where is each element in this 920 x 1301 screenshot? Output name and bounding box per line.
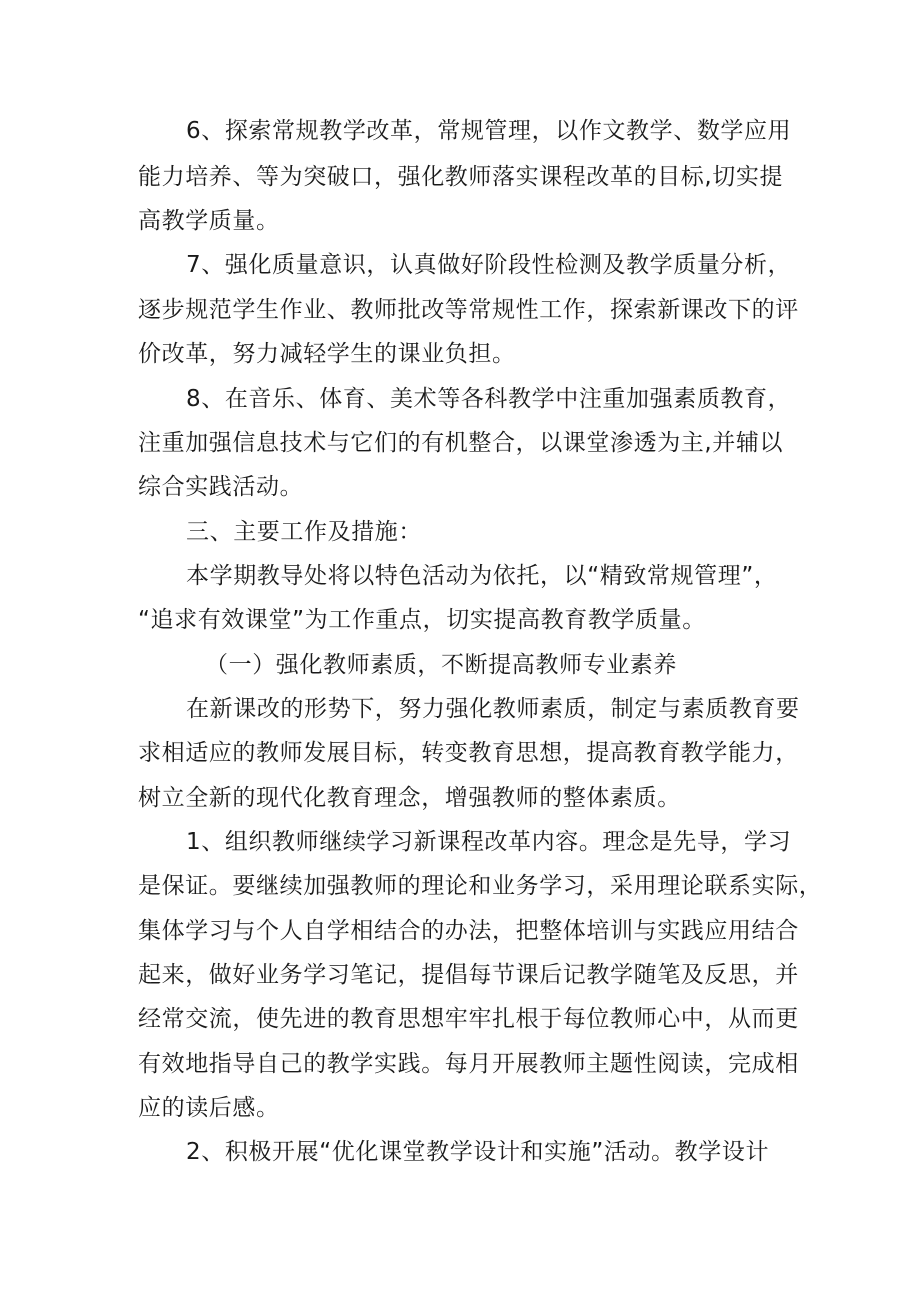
text-line: 1、组织教师继续学习新课程改革内容。理念是先导，学习: [186, 829, 792, 855]
text-line: 经常交流，使先进的教育思想牢牢扎根于每位教师心中，从而更: [138, 1006, 799, 1032]
text-line: 8、在音乐、体育、美术等各科教学中注重加强素质教育，: [186, 386, 792, 412]
text-line: 起来，做好业务学习笔记，提倡每节课后记教学随笔及反思，并: [138, 962, 799, 988]
text-line: 应的读后感。: [138, 1095, 280, 1121]
text-line: 注重加强信息技术与它们的有机整合，以课堂渗透为主,并辅以: [138, 430, 784, 456]
text-line: 是保证。要继续加强教师的理论和业务学习，采用理论联系实际，: [138, 873, 823, 899]
text-line: 树立全新的现代化教育理念，增强教师的整体素质。: [138, 785, 681, 811]
text-line: 高教学质量。: [138, 208, 280, 234]
text-line: 集体学习与个人自学相结合的办法，把整体培训与实践应用结合: [138, 918, 799, 944]
text-line: 7、强化质量意识，认真做好阶段性检测及教学质量分析，: [186, 252, 792, 278]
text-line: 本学期教导处将以特色活动为依托，以“精致常规管理”，: [186, 563, 778, 589]
text-line: 综合实践活动。: [138, 474, 304, 500]
text-line: 价改革，努力减轻学生的课业负担。: [138, 341, 516, 367]
text-line: 求相适应的教师发展目标，转变教育思想，提高教育教学能力，: [138, 740, 799, 766]
text-line: 6、探索常规教学改革，常规管理，以作文教学、数学应用: [186, 118, 792, 144]
text-line: 能力培养、等为突破口，强化教师落实课程改革的目标,切实提: [138, 164, 784, 190]
section-heading: 三、主要工作及措施：: [186, 519, 422, 545]
text-line: “追求有效课堂”为工作重点，切实提高教育教学质量。: [138, 607, 706, 633]
text-line: 在新课改的形势下，努力强化教师素质，制定与素质教育要: [186, 696, 800, 722]
text-line: 逐步规范学生作业、教师批改等常规性工作，探索新课改下的评: [138, 297, 799, 323]
text-line: 2、积极开展“优化课堂教学设计和实施”活动。教学设计: [186, 1139, 770, 1165]
text-line: 有效地指导自己的教学实践。每月开展教师主题性阅读，完成相: [138, 1051, 799, 1077]
subsection-heading: （一）强化教师素质，不断提高教师专业素养: [205, 652, 677, 678]
